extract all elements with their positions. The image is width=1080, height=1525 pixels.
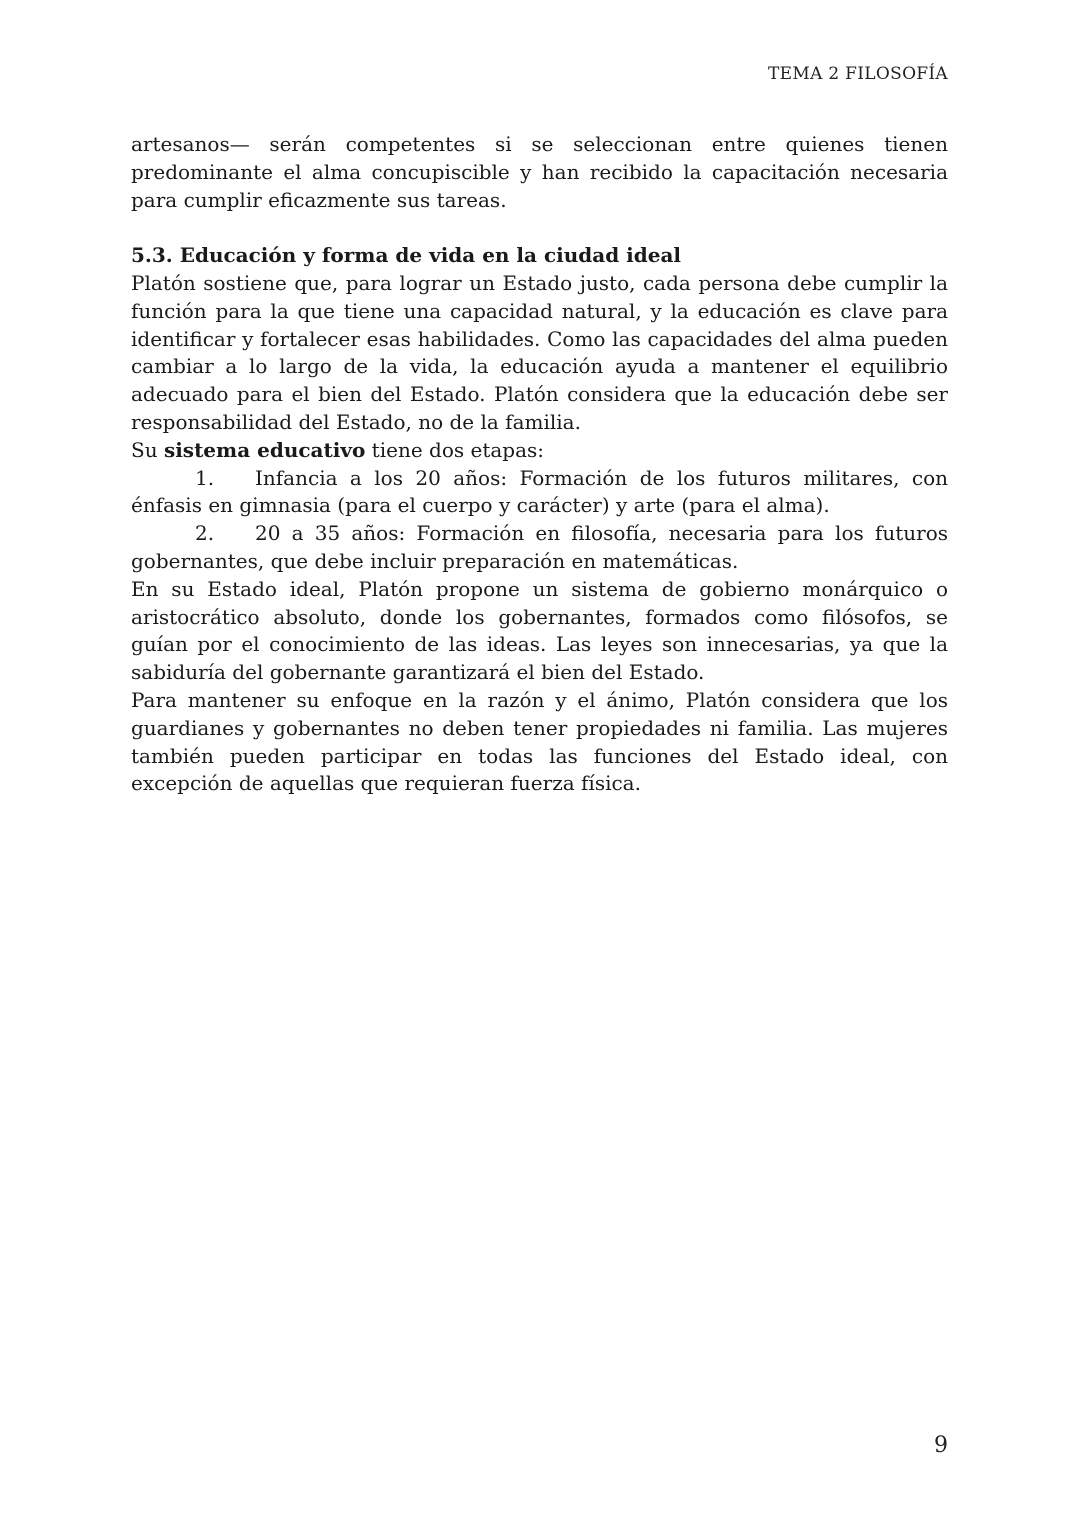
list-item [131,520,948,576]
section-heading: 5.3. Educación y forma de vida en la ciudad ideal [131,243,682,268]
list-item-number: 1. [195,465,215,490]
system-intro-prefix: Su [131,437,164,462]
system-intro-bold: sistema educativo [163,437,366,462]
list-item [131,465,948,521]
body-paragraph-education: Platón sostiene que, para lograr un Estado justo, cada persona debe cumplir la función para la que tiene una capacidad natural, y la educación es clave para identificar y fortalecer esas habilidades. Como las capacidades del alma pueden cambiar a lo largo de la vida, la educación ayuda a mantener el equilibrio adecuado para el bien del Estado. Platón considera que la educación debe ser responsabilidad del Estado, no de la familia. [131,270,948,434]
body-paragraph-guardians: Para mantener su enfoque en la razón y el ánimo, Platón considera que los guardianes y gobernantes no deben tener propiedades ni familia. Las mujeres también pueden participar en todas las funciones del Estado ideal, con excepción de aquellas que requieran fuerza física. [131,687,948,796]
system-intro-suffix: tiene dos etapas: [365,437,545,462]
page-content [131,131,948,798]
education-system-intro [131,437,948,465]
body-paragraph-government: En su Estado ideal, Platón propone un sistema de gobierno monárquico o aristocrático absoluto, donde los gobernantes, formados como filósofos, se guían por el conocimiento de las ideas. Las leyes son innecesarias, ya que la sabiduría del gobernante garantizará el bien del Estado. [131,576,948,685]
page-number: 9 [934,1433,948,1458]
list-item-text: 20 a 35 años: Formación en filosofía, necesaria para los futuros gobernantes, que debe incluir preparación en matemáticas. [131,521,948,573]
paragraph-gap [131,214,948,242]
running-header: TEMA 2 FILOSOFÍA [768,64,948,84]
intro-paragraph: artesanos— serán competentes si se seleccionan entre quienes tienen predominante el alma concupiscible y han recibido la capacitación necesaria para cumplir eficazmente sus tareas. [131,132,948,212]
list-item-number: 2. [195,521,215,546]
list-item-text: Infancia a los 20 años: Formación de los futuros militares, con énfasis en gimnasia (para el cuerpo y carácter) y arte (para el alma). [131,465,948,518]
